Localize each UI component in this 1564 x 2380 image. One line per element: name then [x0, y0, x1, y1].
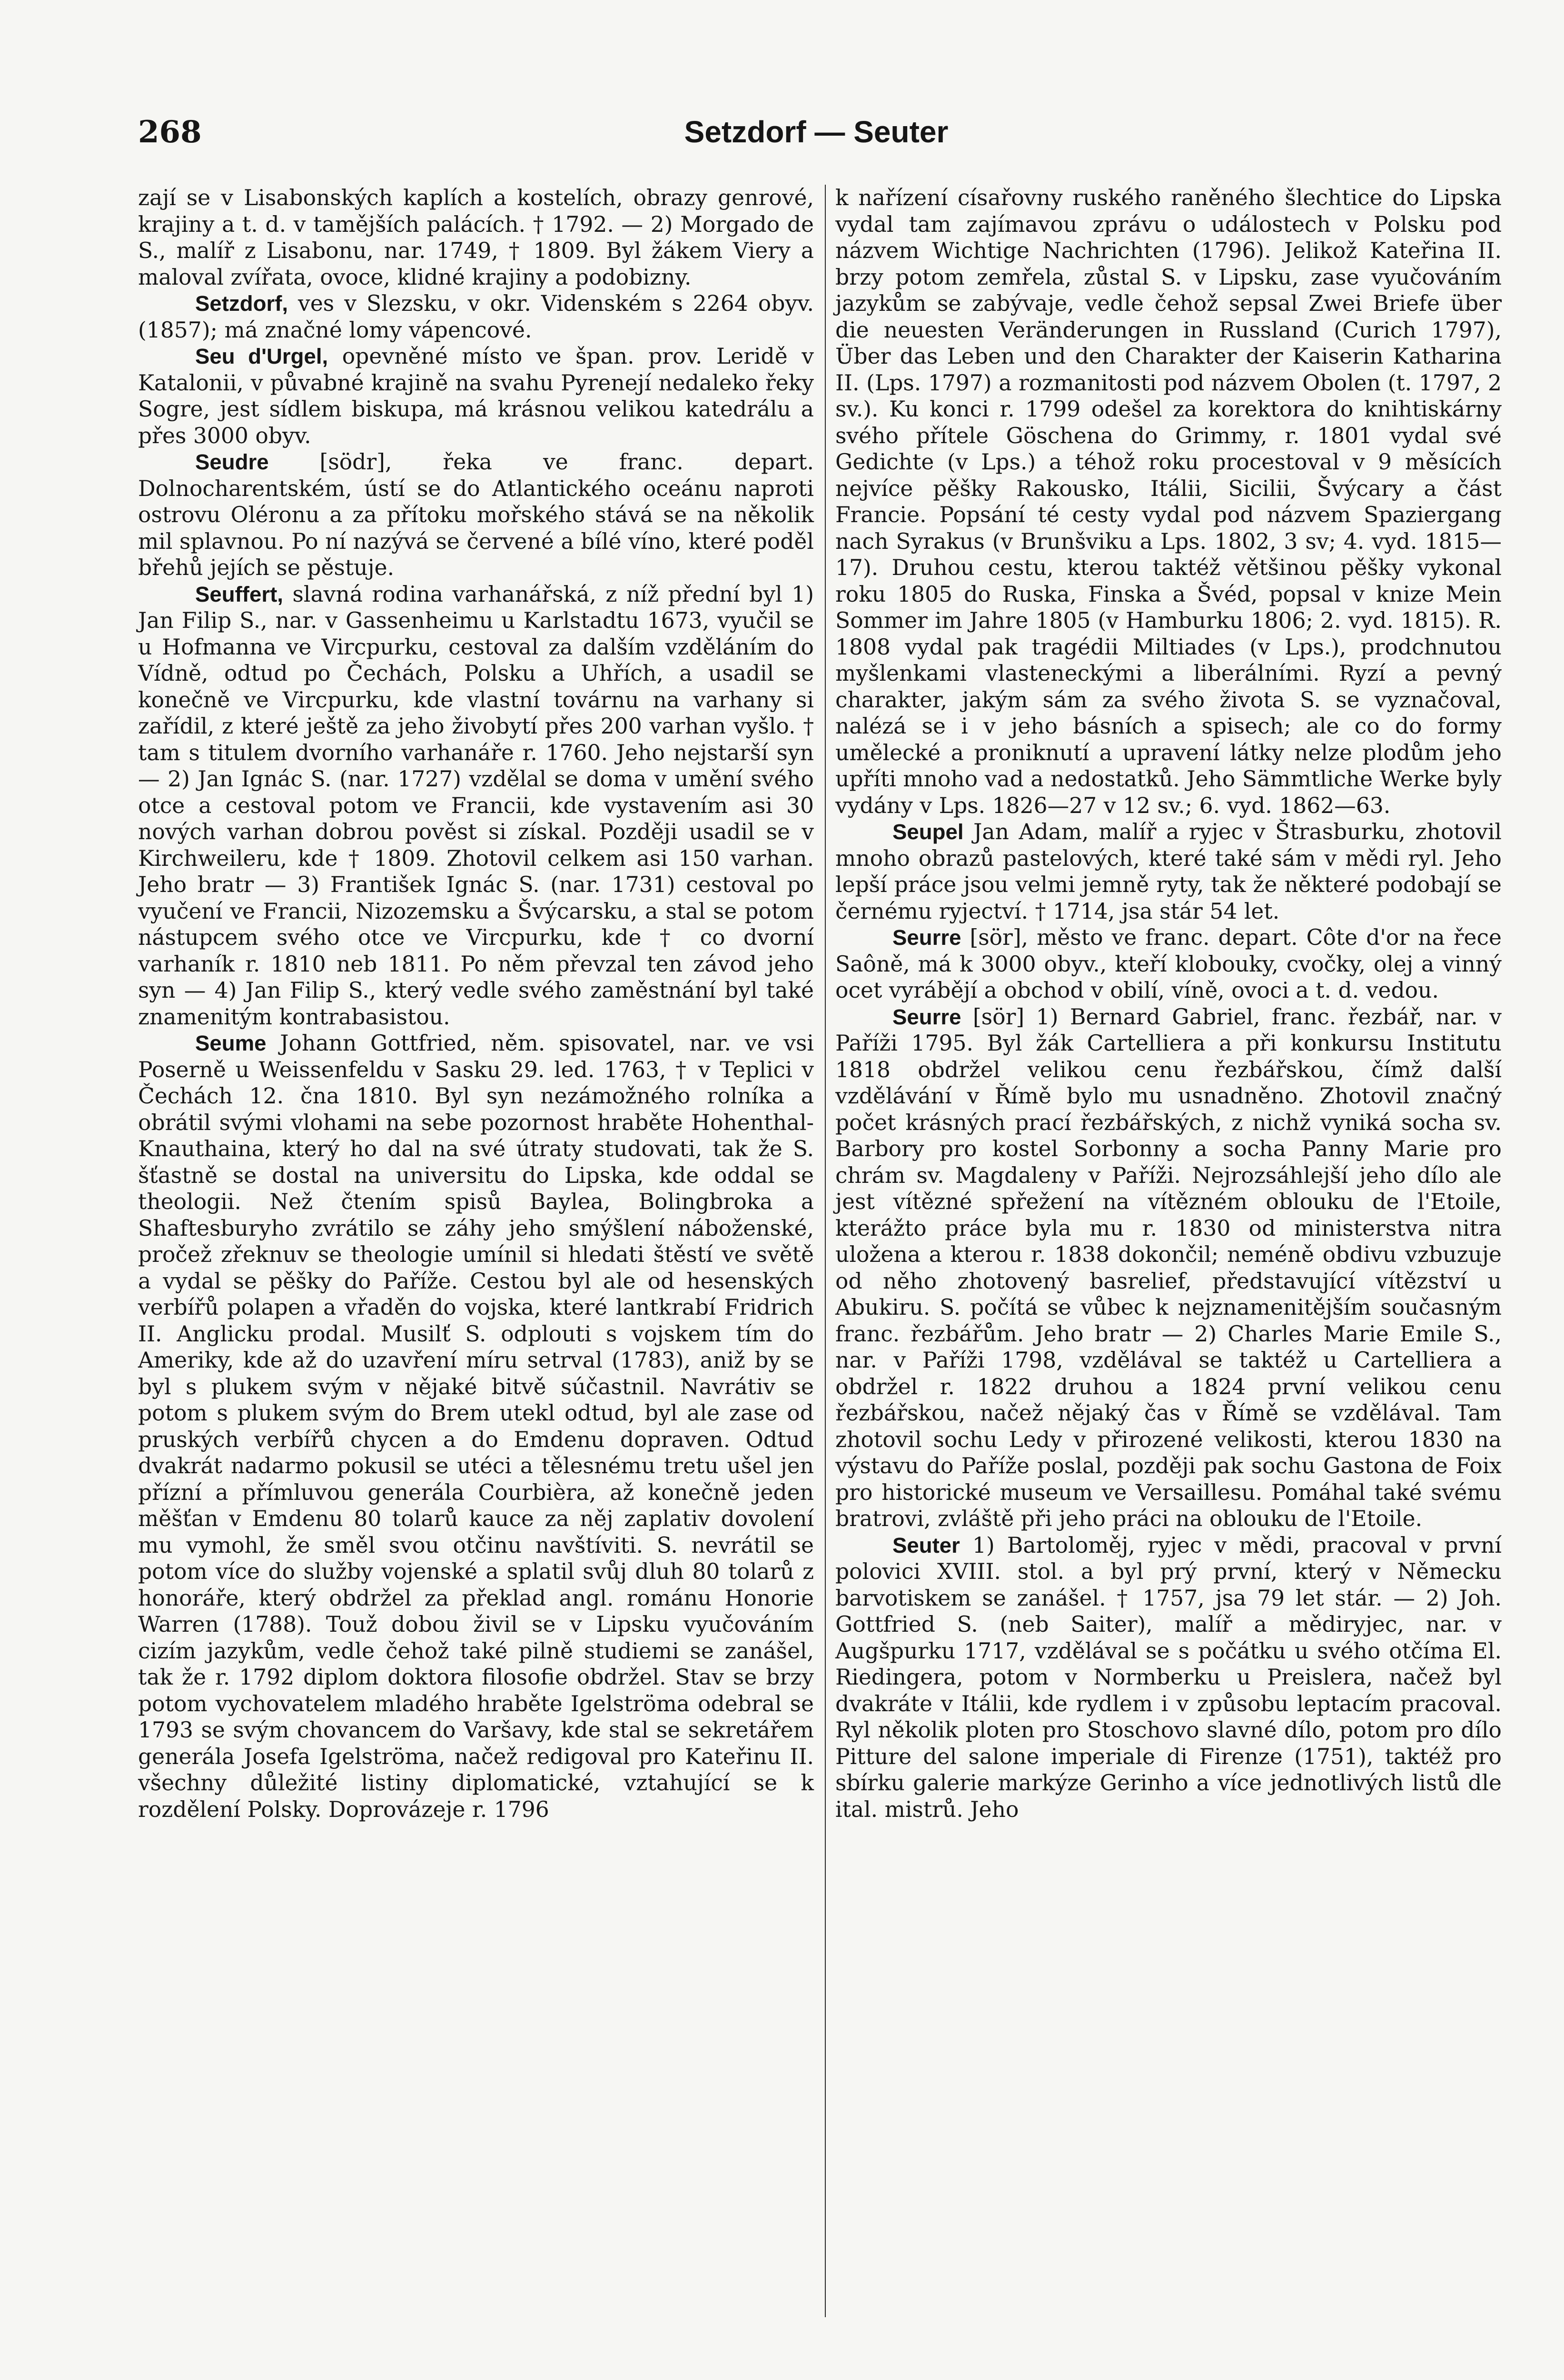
entry-text: ves v Slezsku, v okr. Videnském s 2264 obyv. (1857); má značné lomy vápencové. [138, 291, 814, 343]
headword: Seudre [195, 450, 269, 474]
entry-seurre-town [835, 924, 1502, 1004]
entry-text: [sör] 1) Bernard Gabriel, franc. řezbář, nar. v Paříži 1795. Byl žák Cartelliera a při konkursu Institutu 1818 obdržel velikou cenu řezbářskou, čímž další vzdělávání v Římě bylo mu usnadněno. Zhotovil značný počet krásných prací řezbářských, z nichž vyniká socha sv. Barbory pro kostel Sorbonny a socha Panny Marie pro chrám sv. Magdaleny v Paříži. Nejrozsáhlejší jeho dílo ale jest vítězné spřežení na vítězném oblouku de l'Etoile, kterážto práce byla mu r. 1830 od ministerstva nitra uložena a kterou r. 1838 dokončil; neméně obdivu vzbuzuje od něho zhotovený basrelief, představující vítězství u Abukiru. S. počítá se vůbec k nejznamenitějším současným franc. řezbářům. Jeho bratr — 2) Charles Marie Emile S., nar. v Paříži 1798, vzdělával se taktéž u Cartelliera a obdržel r. 1822 druhou a 1824 první velikou cenu řezbářskou, načež nějaký čas v Římě se vzdělával. Tam zhotovil sochu Ledy v přirozené velikosti, kterou 1830 na výstavu do Paříže poslal, později pak sochu Gastona de Foix pro historické museum ve Versaillesu. Pomáhal také svému bratrovi, zvláště při jeho práci na oblouku de l'Etoile. [835, 1004, 1502, 1531]
headword: Seume [195, 1031, 267, 1055]
page-header [138, 114, 1495, 157]
headword: Seuter [892, 1533, 960, 1557]
headword: Seu d'Urgel, [195, 344, 328, 368]
headword: Seurre [892, 1004, 961, 1029]
entry-text: [södr], řeka ve franc. depart. Dolnocharentském, ústí se do Atlantického oceánu naproti ostrovu Oléronu a za přítoku mořského stává se na několik mil splavnou. Po ní nazývá se červené a bílé víno, které poděl břehů jejích se pěstuje. [138, 449, 814, 580]
continuation-paragraph: zají se v Lisabonských kaplích a kostelích, obrazy genrové, krajiny a t. d. v tamějších palácích. † 1792. — 2) Morgado de S., malíř z Lisabonu, nar. 1749, † 1809. Byl žákem Viery a maloval zvířata, ovoce, klidné krajiny a podobizny. [138, 185, 814, 290]
entry-text: opevněné místo ve špan. prov. Leridě v Katalonii, v půvabné krajině na svahu Pyrenejí nedaleko řeky Sogre, jest sídlem biskupa, má krásnou velikou katedrálu a přes 3000 obyv. [138, 344, 814, 448]
entry-seudre [138, 449, 814, 581]
entry-seume [138, 1030, 814, 1823]
entry-text: 1) Bartoloměj, ryjec v mědi, pracoval v první polovici XVIII. stol. a byl prý první, který v Německu barvotiskem se zanášel. † 1757, jsa 79 let stár. — 2) Joh. Gottfried S. (neb Saiter), malíř a mědiryjec, nar. v Augšpurku 1717, vzdělával se s počátku u svého otčíma El. Riedingera, potom v Normberku u Preislera, načež byl dvakráte v Itálii, kde rydlem i v způsobu leptacím pracoval. Ryl několik ploten pro Stoschovo slavné dílo, potom pro dílo Pitture del salone imperiale di Firenze (1751), taktéž pro sbírku galerie markýze Gerinho a více jednotlivých listů dle ital. mistrů. Jeho [835, 1532, 1502, 1822]
column-divider [825, 185, 826, 2317]
right-column [835, 185, 1502, 1823]
entry-seuffert [138, 581, 814, 1031]
entry-text: slavná rodina varhanářská, z níž přední byl 1) Jan Filip S., nar. v Gassenheimu u Karlstadtu 1673, vyučil se u Hofmanna ve Vircpurku, cestoval za dalším vzděláním do Vídně, odtud po Čechách, Polsku a Uhřích, a usadil se konečně ve Vircpurku, kde vlastní továrnu na varhany si zařídil, z které ještě za jeho živobytí přes 200 varhan vyšlo. † tam s titulem dvorního varhanáře r. 1760. Jeho nejstarší syn — 2) Jan Ignác S. (nar. 1727) vzdělal se doma v umění svého otce a cestoval potom ve Francii, kde vystavením asi 30 nových varhan dobrou pověst si získal. Později usadil se v Kirchweileru, kde † 1809. Zhotovil celkem asi 150 varhan. Jeho bratr — 3) František Ignác S. (nar. 1731) cestoval po vyučení ve Francii, Nizozemsku a Švýcarsku, a stal se potom nástupcem svého otce ve Vircpurku, kde † co dvorní varhaník r. 1810 neb 1811. Po něm převzal ten závod jeho syn — 4) Jan Filip S., který vedle svého zaměstnání byl také znamenitým kontrabasistou. [138, 581, 814, 1030]
continuation-paragraph: k nařízení císařovny ruského raněného šlechtice do Lipska vydal tam zajímavou zprávu o událostech v Polsku pod názvem Wichtige Nachrichten (1796). Jelikož Kateřina II. brzy potom zemřela, zůstal S. v Lipsku, zase vyučováním jazykům se zabývaje, vedle čehož sepsal Zwei Briefe über die neuesten Veränderungen in Russland (Curich 1797), Über das Leben und den Charakter der Kaiserin Katharina II. (Lps. 1797) a rozmanitosti pod názvem Obolen (t. 1797, 2 sv.). Ku konci r. 1799 odešel za korektora do knihtiskárny svého přítele Göschena do Grimmy, r. 1801 vydal své Gedichte (v Lps.) a téhož roku procestoval v 9 měsících nejvíce pěšky Rakousko, Itálii, Sicilii, Švýcary a část Francie. Popsání té cesty vydal pod názvem Spaziergang nach Syrakus (v Brunšviku a Lps. 1802, 3 sv; 4. vyd. 1815—17). Druhou cestu, kterou taktéž většinou pěšky vykonal roku 1805 do Ruska, Finska a Švéd, popsal v knize Mein Sommer im Jahre 1805 (v Hamburku 1806; 2. vyd. 1815). R. 1808 vydal pak tragédii Miltiades (v Lps.), prodchnutou myšlenkami vlasteneckými a liberálními. Ryzí a pevný charakter, jakým sám za svého života S. se vyznačoval, nalézá se i v jeho básních a spisech; ale co do formy umělecké a proniknutí a upravení látky nelze plodům jeho upříti mnoho vad a nedostatků. Jeho Sämmtliche Werke byly vydány v Lps. 1826—27 v 12 sv.; 6. vyd. 1862—63. [835, 185, 1502, 818]
running-head: Setzdorf — Seuter [684, 115, 949, 149]
headword: Seurre [892, 925, 961, 950]
entry-seu-durgel [138, 343, 814, 449]
entry-seurre-sculptors [835, 1004, 1502, 1532]
entry-text: Johann Gottfried, něm. spisovatel, nar. ve vsi Poserně u Weissenfeldu v Sasku 29. led. 1763, † v Teplici v Čechách 12. čna 1810. Byl syn nezámožného rolníka a obrátil svými vlohami na sebe pozornost hraběte Hohenthal-Knauthaina, který ho dal na své útraty studovati, tak že S. šťastně se dostal na universitu do Lipska, kde oddal se theologii. Než čtením spisů Baylea, Bolingbroka a Shaftesburyho zvrátilo se záhy jeho smýšlení náboženské, pročež zřeknuv se theologie umínil si hledati štěstí ve světě a vydal se pěšky do Paříže. Cestou byl ale od hesenských verbířů polapen a vřaděn do vojska, které lantkrabí Fridrich II. Anglicku prodal. Musilť S. odplouti s vojskem tím do Ameriky, kde až do uzavření míru setrval (1783), aniž by se byl s plukem svým v nějaké bitvě súčastnil. Navrátiv se potom s plukem svým do Brem utekl odtud, byl ale zase od pruských verbířů chycen a do Emdenu dopraven. Odtud dvakrát nadarmo pokusil se utéci a tělesnému tretu ušel jen přízní a přímluvou generála Courbièra, až konečně jeden měšťan v Emdenu 80 tolarů kauce za něj zaplativ dovolení mu vymohl, že směl svou otčinu navštíviti. S. nevrátil se potom více do služby vojenské a splatil svůj dluh 80 tolarů z honoráře, který obdržel za překlad angl. románu Honorie Warren (1788). Touž dobou živil se v Lipsku vyučováním cizím jazykům, vedle čehož také pilně studiemi se zanášel, tak že r. 1792 diplom doktora filosofie obdržel. Stav se brzy potom vychovatelem mladého hraběte Igelströma odebral se 1793 se svým chovancem do Varšavy, kde stal se sekretářem generála Josefa Igelströma, načež redigoval pro Kateřinu II. všechny důležité listiny diplomatické, vztahující se k rozdělení Polsky. Doprovázeje r. 1796 [138, 1031, 814, 1822]
headword: Seupel [892, 820, 964, 844]
entry-setzdorf [138, 290, 814, 343]
entry-text: Jan Adam, malíř a ryjec v Štrasburku, zhotovil mnoho obrazů pastelových, které také sám v mědi ryl. Jeho lepší práce jsou velmi jemně ryty, tak že některé podobají se černému ryjectví. † 1714, jsa stár 54 let. [835, 819, 1502, 924]
entry-seuter [835, 1532, 1502, 1823]
left-column [138, 185, 814, 1823]
entry-seupel [835, 819, 1502, 924]
page-number: 268 [138, 114, 202, 150]
headword: Seuffert, [195, 582, 283, 606]
entry-text: [sör], město ve franc. depart. Côte d'or na řece Saôně, má k 3000 obyv., kteří klobouky, cvočky, olej a vinný ocet vyrábějí a obchod v obilí, víně, ovoci a t. d. vedou. [835, 925, 1502, 1003]
headword: Setzdorf, [195, 291, 288, 316]
